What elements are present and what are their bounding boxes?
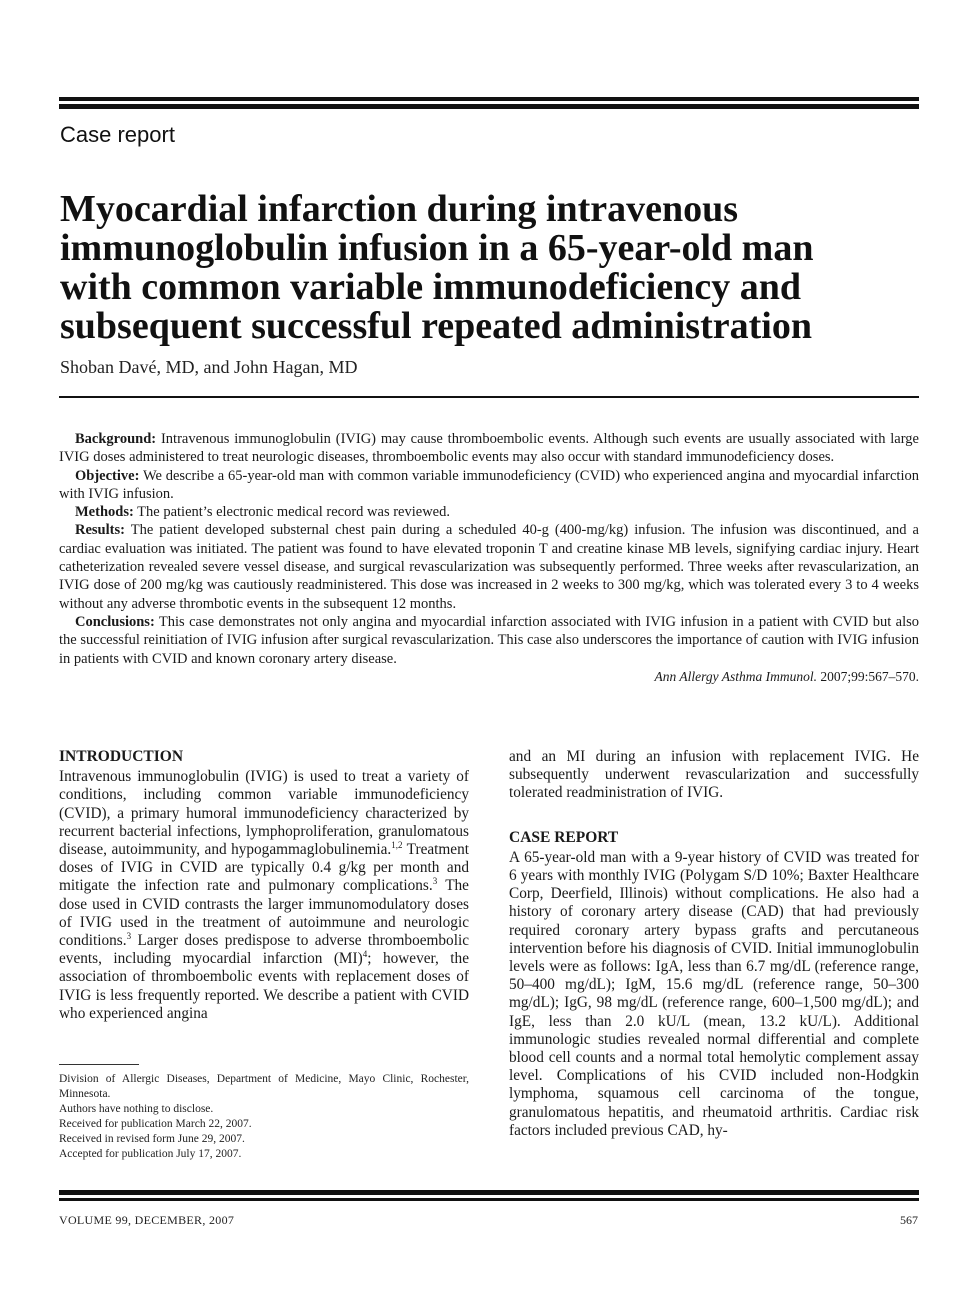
bottom-thin-rule (59, 1198, 919, 1201)
footnote-affiliation: Division of Allergic Diseases, Department of Medicine, Mayo Clinic, Rochester, Minnesota. (59, 1073, 469, 1100)
author-list: Shoban Davé, MD, and John Hagan, MD (60, 357, 358, 377)
reference-mark: 3 (432, 876, 438, 887)
bottom-thick-rule (59, 1190, 919, 1195)
abstract-results (59, 521, 919, 612)
footnote-accepted: Accepted for publication July 17, 2007. (59, 1148, 242, 1160)
abstract (59, 430, 919, 686)
left-column (59, 748, 469, 1023)
abstract-label: Conclusions: (75, 613, 155, 630)
abstract-label: Background: (75, 431, 157, 447)
abstract-label: Methods: (75, 504, 134, 521)
footnote-received: Received for publication March 22, 2007. (59, 1118, 252, 1130)
page-number: 567 (900, 1213, 918, 1227)
top-thick-rule (59, 97, 919, 101)
introduction-heading: INTRODUCTION (59, 748, 184, 765)
abstract-text: The patient’s electronic medical record was reviewed. (133, 504, 450, 521)
introduction-paragraph (59, 768, 469, 1023)
abstract-background (59, 430, 919, 467)
abstract-label: Objective: (75, 467, 140, 484)
case-report-heading: CASE REPORT (509, 828, 619, 846)
case-report-paragraph: A 65-year-old man with a 9-year history of CVID was treated for 6 years with monthly IVIG (Polygam S/D 10%; Baxter Healthcare Corp, Deerfield, Illinois) without complications. He also had a history of coronary artery disease (CAD) that had previously required coronary artery bypass grafts and percutaneous intervention before his diagnosis of CVID. Initial immunoglobulin levels were as follows: IgA, less than 6.7 mg/dL (reference range, 50–400 mg/dL); IgM, 15.6 mg/dL (reference range, 50–300 mg/dL); IgG, 98 mg/dL (reference range, 600–1,500 mg/dL); and IgE, less than 2.0 kU/L (mean, 13.2 kU/L). Additional immunologic studies revealed normal differential and complete blood cell counts and a normal total hemolytic complement assay level. Complications of his CVID included non-Hodgkin lymphoma, squamous cell carcinoma of the tongue, granulomatous hepatitis, and rheumatoid arthritis. Cardiac risk factors included previous CAD, hy- (509, 848, 919, 1139)
footnotes (59, 1072, 469, 1162)
abstract-objective (59, 467, 919, 504)
abstract-text: Intravenous immunoglobulin (IVIG) may cause thromboembolic events. Although such events are usually associated with large IVIG doses administered to treat neurologic diseases, thromboembolic events may also occur with standard immunodeficiency doses. (59, 431, 919, 466)
title-line: subsequent successful repeated administration (60, 305, 812, 347)
abstract-text: The patient developed substernal chest pain during a scheduled 40-g (400-mg/kg) infusion. The infusion was discontinued, and a cardiac evaluation was initiated. The patient was found to have elevated troponin T and creatine kinase MB levels, signifying cardiac injury. Heart catheterization revealed severe vessel disease, and surgical revascularization was subsequently performed. Three weeks after revascularization, an IVIG dose of 200 mg/kg was cautiously readministered. This dose was increased in 2 weeks to 300 mg/kg, which was tolerated every 3 to 4 weeks without any adverse thrombotic events in the subsequent 12 months. (59, 522, 919, 612)
body-text: The dose used in CVID contrasts the larger immunomodulatory doses of IVIG used in the treatment of autoimmune and neurologic conditions. (59, 877, 469, 950)
section-label: Case report (60, 122, 175, 147)
body-text: ; however, the association of thromboembolic events with replacement doses of IVIG is less frequently reported. We describe a patient with CVID who experienced angina (59, 950, 469, 1022)
reference-mark: 1,2 (391, 839, 403, 850)
abstract-text: We describe a 65-year-old man with common variable immunodeficiency (CVID) who experienced angina and myocardial infarction with IVIG infusion. (59, 467, 919, 502)
journal-citation (59, 668, 919, 686)
reference-mark: 4 (362, 949, 368, 960)
body-text: Intravenous immunoglobulin (IVIG) is used to treat a variety of conditions, including common variable immunodeficiency (CVID), a primary humoral immunodeficiency characterized by recurrent bacterial infections, lymphoproliferation, granulomatous disease, autoimmunity, and hypogammaglobulinemia. (59, 768, 469, 859)
reference-mark: 3 (126, 930, 132, 941)
title-line: Myocardial infarction during intravenous (60, 188, 739, 230)
abstract-conclusions (59, 613, 919, 668)
body-text: Larger doses predispose to adverse thromboembolic events, including myocardial infarction (MI) (59, 932, 469, 968)
footnote-separator (59, 1064, 139, 1065)
abstract-top-rule (59, 396, 919, 398)
abstract-methods (59, 503, 919, 521)
top-thin-rule (59, 104, 919, 109)
volume-info: VOLUME 99, DECEMBER, 2007 (59, 1213, 235, 1227)
introduction-continued: and an MI during an infusion with replacement IVIG. He subsequently underwent revascularization and successfully tolerated readministration of IVIG. (509, 748, 919, 802)
article-title (60, 190, 920, 346)
body-text: Treatment doses of IVIG in CVID are typically 0.4 g/kg per month and mitigate the infection rate and pulmonary complications. (59, 841, 469, 895)
footnote-disclosure: Authors have nothing to disclose. (59, 1103, 214, 1115)
abstract-label: Results: (75, 522, 125, 539)
right-column (509, 748, 919, 1140)
citation-volume: 2007;99:567–570. (816, 668, 919, 684)
title-line: with common variable immunodeficiency and (60, 266, 801, 308)
abstract-text: This case demonstrates not only angina and myocardial infarction associated with IVIG infusion in a patient with CVID but also the successful reinitiation of IVIG infusion after surgical revascularization. This case also underscores the importance of caution with IVIG infusion in patients with CVID and known coronary artery disease. (59, 613, 919, 667)
citation-journal: Ann Allergy Asthma Immunol. (654, 668, 817, 684)
footnote-revised: Received in revised form June 29, 2007. (59, 1133, 245, 1145)
title-line: immunoglobulin infusion in a 65-year-old man (60, 227, 814, 269)
